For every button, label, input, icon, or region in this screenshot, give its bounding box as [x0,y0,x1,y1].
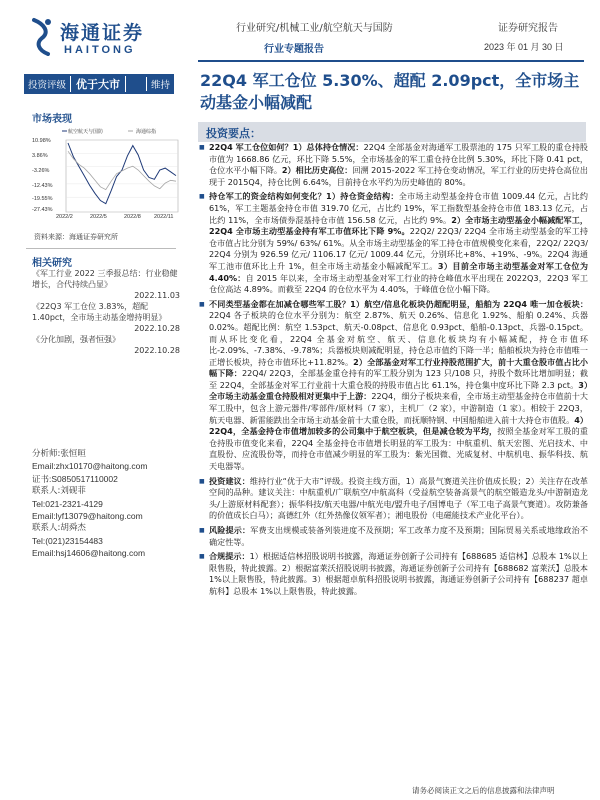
bullet-investment-advice [198,476,588,522]
y-tick: -27.43% [32,207,53,213]
report-body [198,142,588,598]
bullet-text: 全市场主动型基金持仓市值 1009.44 亿元，占比约 61%，军工主题基金持仓市值 319.70 亿元，占比约 19%，军工指数型基金持仓市值 183.13 亿元，占比约 11%，全市场债券混基持仓市值 156.58 亿元，占比约 9%。 [209,191,588,225]
contact-email[interactable]: Email:lyf13079@haitong.com [32,511,143,522]
bullet-sub-lead: 3）全市场主动基金重仓持股相对更集中于上游： [209,379,588,402]
key-points-bar [198,122,586,142]
x-tick: 2022/5 [90,214,107,220]
bullet-lead: 持仓军工的资金结构如何变化？ [209,191,326,202]
report-type: 行业专题报告 [264,44,324,55]
analyst-email[interactable]: Email:zhx10170@haitong.com [32,461,148,472]
related-item[interactable] [32,268,180,301]
related-research-list [32,268,180,356]
bullet-text: 回溯 2015-2022 军工持仓变动情况，军工行业的历史持仓高位出现于 2015Q4，持仓比例 6.64%，目前持仓水平约为历史峰值的 80%。 [209,165,588,187]
haitong-logo-icon [30,16,54,56]
related-research-title: 相关研究 [32,258,72,269]
bullet-sub-lead: 1）航空/信息化板块仍超配明显，船舶为 22Q4 唯一加仓板块： [350,298,588,309]
header-divider [198,60,584,62]
haitong-logo [30,14,170,62]
y-tick: 10.98% [32,138,51,144]
market-performance-title: 市场表现 [32,114,72,125]
bullet-text: 22Q4/ 22Q3，全部基金重仓持有的军工股分别为 123 只/108 只，持股个数环比增加明显；截至 22Q4，全部基金对军工行业前十大重仓股的持股市值占比 61.1%，持仓集中度环比下降 2.3 pct。 [209,368,588,390]
footer-disclaimer: 请务必阅读正文之后的信息披露和法律声明 [412,786,555,795]
x-tick: 2022/8 [124,214,141,220]
bullet-risk-warning [198,525,588,548]
bullet-position [198,142,588,188]
rating-value: 优于大市 [70,76,126,92]
report-title: 22Q4 军工仓位 5.30%、超配 2.09pct，全市场主动基金小幅减配 [200,71,580,112]
bullet-lead: 合规提示： [209,551,250,562]
bullet-lead: 投资建议： [209,475,250,486]
legend-defense: 航空航天与国防 [68,129,104,135]
bullet-text: 军费支出规模或装备列装进度不及预期；军工改革力度不及预期；国际贸易关系或地缘政治不确定性等。 [209,525,588,547]
related-item[interactable] [32,301,180,334]
y-tick: 3.86% [32,153,48,159]
report-label: 证券研究报告 [498,23,558,34]
contact-name: 联系人:胡舜杰 [32,523,86,534]
bullet-sub-lead: 2）全部基金对军工行业持股范围扩大，前十大重仓股市值占比小幅下降： [209,356,588,379]
analyst-certificate: 证书:S0850517110002 [32,473,118,484]
bullet-sector-changes [198,299,588,473]
series-line-defense [68,143,176,204]
x-tick: 2022/11 [154,214,174,220]
related-item-date: 2022.11.03 [134,291,180,300]
contact-tel: Tel:021-2321-4129 [32,498,103,509]
bullet-lead: 不同类型基金都在加减仓哪些军工股？ [209,298,351,309]
contact-tel: Tel:(021)23154483 [32,535,103,546]
plot-frame [66,140,178,212]
x-tick: 2022/2 [56,214,73,220]
bullet-text: 22Q4 各子板块的仓位水平分别为：航空 2.87%、航天 0.26%、信息化 1.92%、船舶 0.24%、兵器 0.02%。超配比例：航空 1.53pct、航天-0.08pct、信息化 0.93pct、船舶-0.13pct、兵器-0.15pct。而从环比变化看，22Q4 全基金对航空、航天、信息化板块均有小幅减配，持仓市值环比-2.09%、-7.38%、-9.78%；兵器板块则减配明显，持仓总市值约下降一半；船舶板块为持仓市值唯一正增长板块，持仓市值环比+11.82%。 [209,310,588,367]
chart-source: 资料来源：海通证券研究所 [34,233,118,241]
related-item-title: 《22Q3 军工仓位 3.83%，超配 1.40pct，全市场主动基金增持明显》 [32,302,167,322]
contact-email[interactable]: Email:hsj14606@haitong.com [32,548,146,559]
logo-english-name: HAITONG [64,44,136,56]
related-item-date: 2022.10.28 [134,324,180,333]
bullet-sub-lead: 1）持仓资金结构： [325,191,399,202]
bullet-text: 22Q2/ 22Q3/ 22Q4 全市场主动型基金的军工持仓市值占比分别为 59%/ 63%/ 61%。从全市场主动型基金的军工持仓市值规模变化来看，22Q2/ 22Q3/ 22Q4 分别为 926.59 亿元/ 1106.17 亿元/ 1009.44 亿元，分别环比+8%、+19%、-9%。22Q4 海通军工池市值环比上升 1%，但全市场主动基金小幅减配军工。 [209,226,589,271]
bullet-sub-lead: 2）全市场主动型基金小幅减配军工，22Q4 全市场主动型基金持有军工市值环比下降 9%。 [209,214,588,237]
bullet-text: 22Q4 全部基金对海通军工股票池的 175 只军工股的重仓持股市值为 1668.86 亿元，环比下降 5.5%，全市场基金的军工重仓持仓比例 5.30%，环比下降 0.41 pct，仓位水平小幅下降。 [209,142,588,176]
bullet-sub-lead: 3）目前全市场主动型基金对军工仓位为 4.40%： [209,260,588,283]
bullet-sub-lead: 4）22Q4，全基金持仓市值增加较多的公司集中于航空板块，但是减仓较为平均， [209,414,588,437]
bullet-text: 维持行业“优于大市”评级。投资主线方面，1）高景气赛道关注价值成长股；2）关注存在改革空间的品种。建议关注：中航重机/广联航空/中航高科（受益航空装备高景气的航空锻造龙头/中游制造龙头/上游原材料配套）；振华科技/航天电器/中航光电/盟升电子/国博电子（军工电子高景气赛道）。攻防兼备的价值成长白马）；高德红外（红外热像仪领军者）；湘电股份（电磁能技术产业化平台）。 [209,475,588,521]
bullet-sub-lead: 1）总体持仓情况： [292,142,364,152]
bullet-text: 自 2015 年以来，全市场主动型基金对军工行业的持仓峰值水平出现在 2022Q3，22Q3 军工仓位高达 4.89%。而截至 22Q4 的仓位水平为 4.40%，于峰值仓位小幅下降。 [209,272,588,295]
related-item[interactable] [32,334,180,356]
contact-name: 联系人:刘砚菲 [32,486,86,497]
divider [26,248,176,249]
industry-breadcrumb: 行业研究/机械工业/航空航天与国防 [236,23,393,34]
market-chart-svg [32,128,182,223]
rating-action: 维持 [146,77,174,91]
bullet-fund-structure [198,191,588,295]
logo-chinese-name: 海通证券 [60,22,145,44]
bullet-text: 1）根据适信林招股说明书披露，海通证券创新子公司持有【688685 适信林】总股本 1%以上限售股，特此披露。2）根据富莱沃招股说明书披露，海通证券创新子公司持有【688682 富莱沃】总股本 1%以上限售股，特此披露。3）根据超卓航科招股说明书披露，海通证券创新子公司持有【688237 超卓航科】总股本 1%以上限售股，特此披露。 [209,551,588,596]
report-date: 2023 年 01 月 30 日 [484,42,564,52]
y-tick: -3.26% [32,168,50,174]
analyst-contacts [32,448,180,560]
analyst-name: 分析师:张恒晅 [32,449,86,459]
legend-index: 海通综指 [136,129,157,135]
rating-box [24,74,174,94]
bullet-text: 22Q4，细分子板块来看，全市场主动型基金持仓市值前十大军工股中，包含上游元器件/零部件/原材料（7 家），主机厂（2 家），中游制造（1 家）。相较于 22Q3，航天电器、新雷能跌出全市场主动基金前十大重仓股，而抚顺特钢、中国船舶进入前十大持仓市值股。 [209,391,588,425]
bullet-compliance [198,551,588,597]
key-points-label: 投资要点： [206,127,261,140]
bullet-lead: 风险提示： [209,525,251,535]
y-tick: -12.43% [32,183,53,189]
related-item-date: 2022.10.28 [134,346,180,355]
market-chart [32,128,182,223]
bullet-lead: 22Q4 军工仓位如何？ [209,142,293,152]
y-tick: -19.55% [32,196,53,202]
bullet-text: 按照全基金对军工股的重仓持股市值变化来看，22Q4 全基金持仓市值增长明显的军工股为：中航重机、航天宏图、光启技术、中直股份、应流股份等，而持仓市值减少明显的军工股为：紫光国微、光威复材、中航机电、振华科技、航天电器等。 [209,426,588,472]
rating-label: 投资评级 [28,80,67,91]
related-item-title: 《分化加剧，强者恒强》 [32,335,120,344]
bullet-sub-lead: 2）相比历史高位： [281,165,353,176]
related-item-title: 《军工行业 2022 三季报总结：行业稳健增长，合代持续凸显》 [32,269,178,289]
